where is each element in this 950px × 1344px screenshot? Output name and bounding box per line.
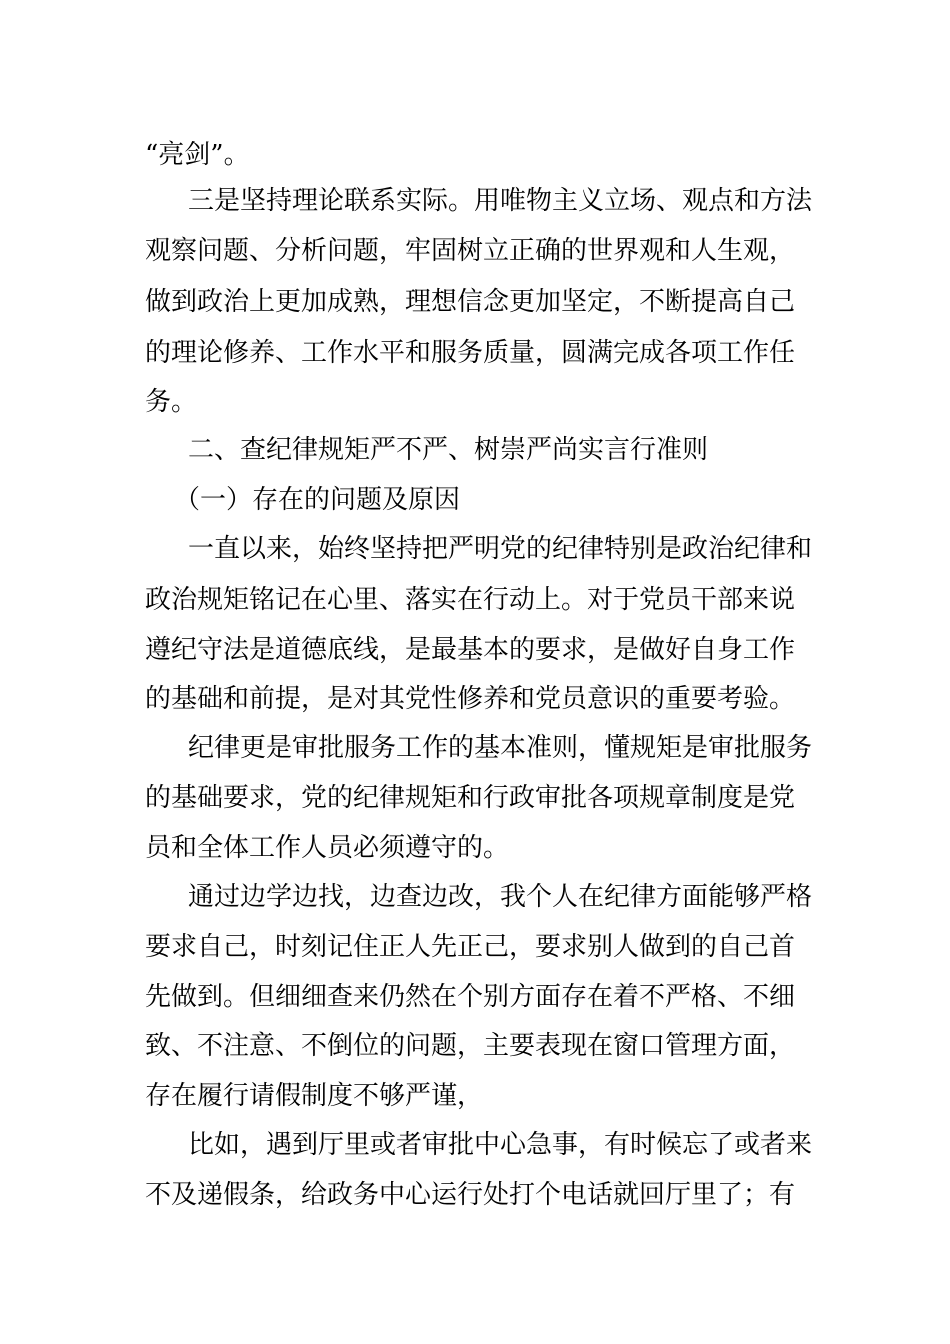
- text-line: 不及递假条，给政务中心运行处打个电话就回厅里了；有: [145, 1180, 796, 1210]
- text-line: 务。: [145, 387, 198, 417]
- text-line: 先做到。但细细查来仍然在个别方面存在着不严格、不细: [145, 982, 796, 1012]
- text-line: 的理论修养、工作水平和服务质量，圆满完成各项工作任: [145, 338, 796, 368]
- text-line: 存在履行请假制度不够严谨，: [145, 1081, 484, 1111]
- text-line: “亮剑”。: [145, 140, 250, 170]
- paragraph-start: 比如，遇到厅里或者审批中心急事，有时候忘了或者来: [188, 1130, 813, 1160]
- paragraph-start: 通过边学边找，边查边改，我个人在纪律方面能够严格: [188, 882, 813, 912]
- subsection-heading: （一）存在的问题及原因: [174, 485, 461, 515]
- text-line: 观察问题、分析问题，牢固树立正确的世界观和人生观，: [145, 236, 796, 266]
- text-line: 的基础和前提，是对其党性修养和党员意识的重要考验。: [145, 684, 796, 714]
- text-line: 致、不注意、不倒位的问题，主要表现在窗口管理方面，: [145, 1031, 796, 1061]
- text-line: 做到政治上更加成熟，理想信念更加坚定，不断提高自己: [145, 287, 796, 317]
- text-line: 要求自己，时刻记住正人先正己，要求别人做到的自己首: [145, 932, 796, 962]
- text-line: 遵纪守法是道德底线，是最基本的要求，是做好自身工作: [145, 635, 796, 665]
- paragraph-start: 三是坚持理论联系实际。用唯物主义立场、观点和方法: [188, 186, 813, 216]
- paragraph-start: 纪律更是审批服务工作的基本准则，懂规矩是审批服务: [188, 733, 813, 763]
- text-line: 政治规矩铭记在心里、落实在行动上。对于党员干部来说: [145, 585, 796, 615]
- text-line: 的基础要求，党的纪律规矩和行政审批各项规章制度是党: [145, 783, 796, 813]
- section-heading: 二、查纪律规矩严不严、树崇严尚实言行准则: [188, 435, 709, 465]
- paragraph-start: 一直以来，始终坚持把严明党的纪律特别是政治纪律和: [188, 534, 813, 564]
- text-line: 员和全体工作人员必须遵守的。: [145, 833, 510, 863]
